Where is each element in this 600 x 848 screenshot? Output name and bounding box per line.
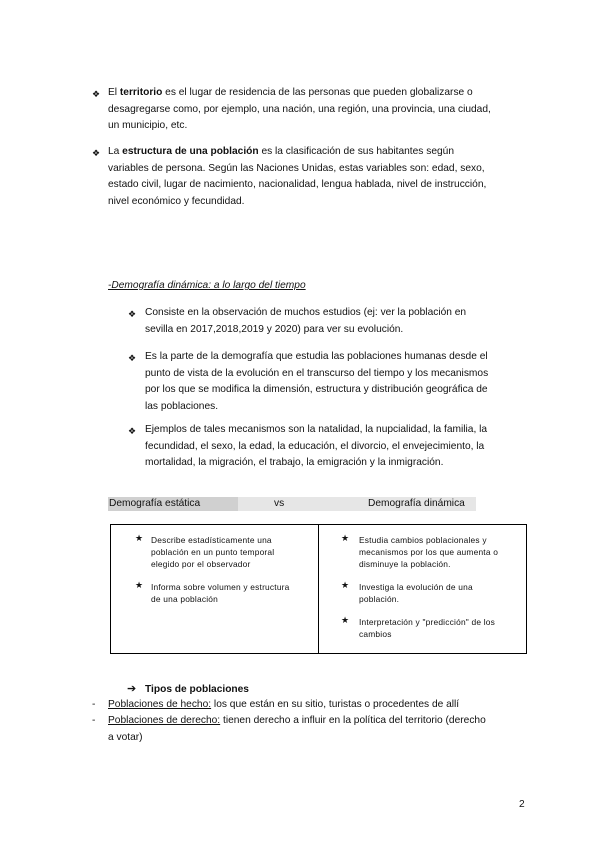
diamond-bullet-icon: ❖ [128,353,137,363]
diamond-bullet-icon: ❖ [128,309,137,319]
dinamica-heading: -Demografía dinámica: a lo largo del tiempo [108,280,306,291]
dinamica-bullet-2: Es la parte de la demografía que estudia las poblaciones humanas desde el punto de vista de la evolución en el transcurso del tiempo y los mecanismos por los que se modifica la dimensión, estructura y distribución geográfica de las poblaciones. [145,351,489,412]
diamond-bullet-icon: ❖ [92,148,101,158]
territorio-paragraph: El territorio es el lugar de residencia de las personas que pueden globalizarse o desagregarse como, por ejemplo, una nación, una región, una provincia, una ciudad, un municipio, etc. [108,87,491,131]
dynamic-item-3: Interpretación y "predicción" de los cambios [359,617,496,639]
estructura-paragraph: La estructura de una población es la clasificación de sus habitantes según variables de persona. Según las Naciones Unidas, estas variables son: edad, sexo, estado civil, lugar de nacimiento, nacionalidad, lengua hablada, nivel de instrucción, nivel económico y fecundidad. [108,146,487,207]
star-bullet-icon: ★ [135,580,144,590]
tipos-heading: Tipos de poblaciones [145,684,249,695]
page-number: 2 [519,799,525,810]
dinamica-bullet-3: Ejemplos de tales mecanismos son la natalidad, la nupcialidad, la familia, la fecundidad, el sexo, la edad, la educación, el divorcio, el envejecimiento, la mortalidad, la migración, el trabajo, la emigración y la inmigración. [145,424,488,468]
vs-label: vs [274,498,285,509]
dynamic-title: Demografía dinámica [368,498,465,509]
dinamica-bullet-1: Consiste en la observación de muchos estudios (ej: ver la población en sevilla en 2017,2018,2019 y 2020) para ver su evolución. [145,307,467,335]
dynamic-item-2: Investiga la evolución de una población. [359,582,473,604]
dynamic-item-1: Estudia cambios poblacionales y mecanismos por los que aumenta o disminuye la población. [359,535,499,569]
tipos-item-1: Poblaciones de hecho: los que están en su sitio, turistas o procedentes de allí [108,699,460,710]
dash-bullet: - [92,715,96,726]
static-item-2: Informa sobre volumen y estructura de una población [151,582,290,604]
dash-bullet: - [92,699,96,710]
diamond-bullet-icon: ❖ [128,426,137,436]
comparison-table [110,524,527,654]
star-bullet-icon: ★ [341,533,350,543]
diamond-bullet-icon: ❖ [92,89,101,99]
static-item-1: Describe estadísticamente una población en un punto temporal elegido por el observador [151,535,275,569]
arrow-right-icon: ➔ [127,683,137,695]
star-bullet-icon: ★ [135,533,144,543]
star-bullet-icon: ★ [341,615,350,625]
tipos-item-2: Poblaciones de derecho: tienen derecho a influir en la política del territorio (derecho a votar) [108,715,486,743]
static-title: Demografía estática [109,498,201,509]
table-divider [318,525,319,653]
star-bullet-icon: ★ [341,580,350,590]
